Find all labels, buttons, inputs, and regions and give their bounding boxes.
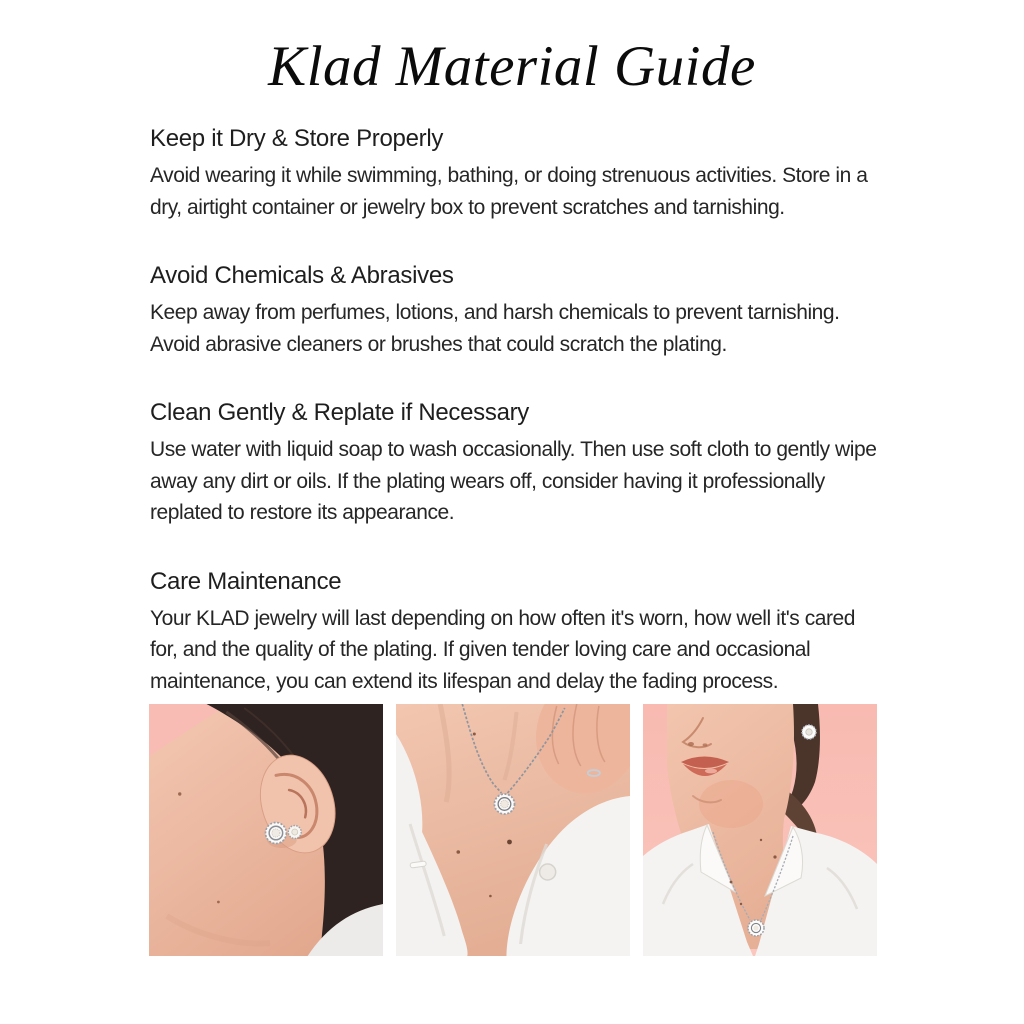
mole xyxy=(507,840,512,845)
care-section-cleaning xyxy=(150,396,878,529)
mole xyxy=(217,901,220,904)
model-wearing-jewelry-photo xyxy=(643,704,877,956)
section-heading: Care Maintenance xyxy=(150,567,342,595)
halo-pendant xyxy=(494,794,514,814)
stud-earring xyxy=(802,725,816,739)
photo-strip xyxy=(149,704,877,956)
section-heading: Avoid Chemicals & Abrasives xyxy=(150,262,454,289)
care-sections xyxy=(150,122,878,697)
mole xyxy=(773,855,776,858)
stud-earring-small xyxy=(288,826,301,839)
mole xyxy=(760,839,762,841)
section-body: Use water with liquid soap to wash occasionally. Then use soft cloth to gently wipe away any dirt or oils. If the plating wears off, consider having it professionally replated to restore its appearance. xyxy=(150,438,877,524)
section-body: Keep away from perfumes, lotions, and harsh chemicals to prevent tarnishing. Avoid abrasive cleaners or brushes that could scratch the plating. xyxy=(150,301,840,356)
halo-pendant xyxy=(748,920,764,936)
model-jewelry-illustration xyxy=(643,704,877,956)
pendant-necklace-illustration xyxy=(396,704,630,956)
stud-earrings-on-ear-photo xyxy=(149,704,383,956)
mole xyxy=(740,903,742,905)
shirt-button xyxy=(540,864,556,880)
nostril xyxy=(703,743,708,746)
stud-earrings-illustration xyxy=(149,704,383,956)
section-body: Your KLAD jewelry will last depending on how often it's worn, how well it's cared for, and the quality of the plating. If given tender loving care and occasional maintenance, you can extend its lifespan and delay the fading process. xyxy=(150,606,855,693)
halo-pendant-necklace-photo xyxy=(396,704,630,956)
care-section-dry-storage xyxy=(150,122,878,223)
care-section-maintenance xyxy=(150,565,878,698)
mole xyxy=(456,850,460,854)
cheek-blush xyxy=(699,780,763,828)
nostril xyxy=(688,742,694,746)
stud-earring-large xyxy=(266,823,287,844)
mole xyxy=(178,792,181,795)
section-body: Avoid wearing it while swimming, bathing, or doing strenuous activities. Store in a dry, airtight container or jewelry box to prevent scratches and tarnishing. xyxy=(150,164,868,219)
care-section-chemicals xyxy=(150,259,878,360)
section-heading: Clean Gently & Replate if Necessary xyxy=(150,399,530,426)
page-title: Klad Material Guide xyxy=(268,35,756,98)
section-heading: Keep it Dry & Store Properly xyxy=(150,125,444,152)
mole xyxy=(730,881,733,884)
mole xyxy=(473,733,476,736)
mole xyxy=(489,895,492,898)
